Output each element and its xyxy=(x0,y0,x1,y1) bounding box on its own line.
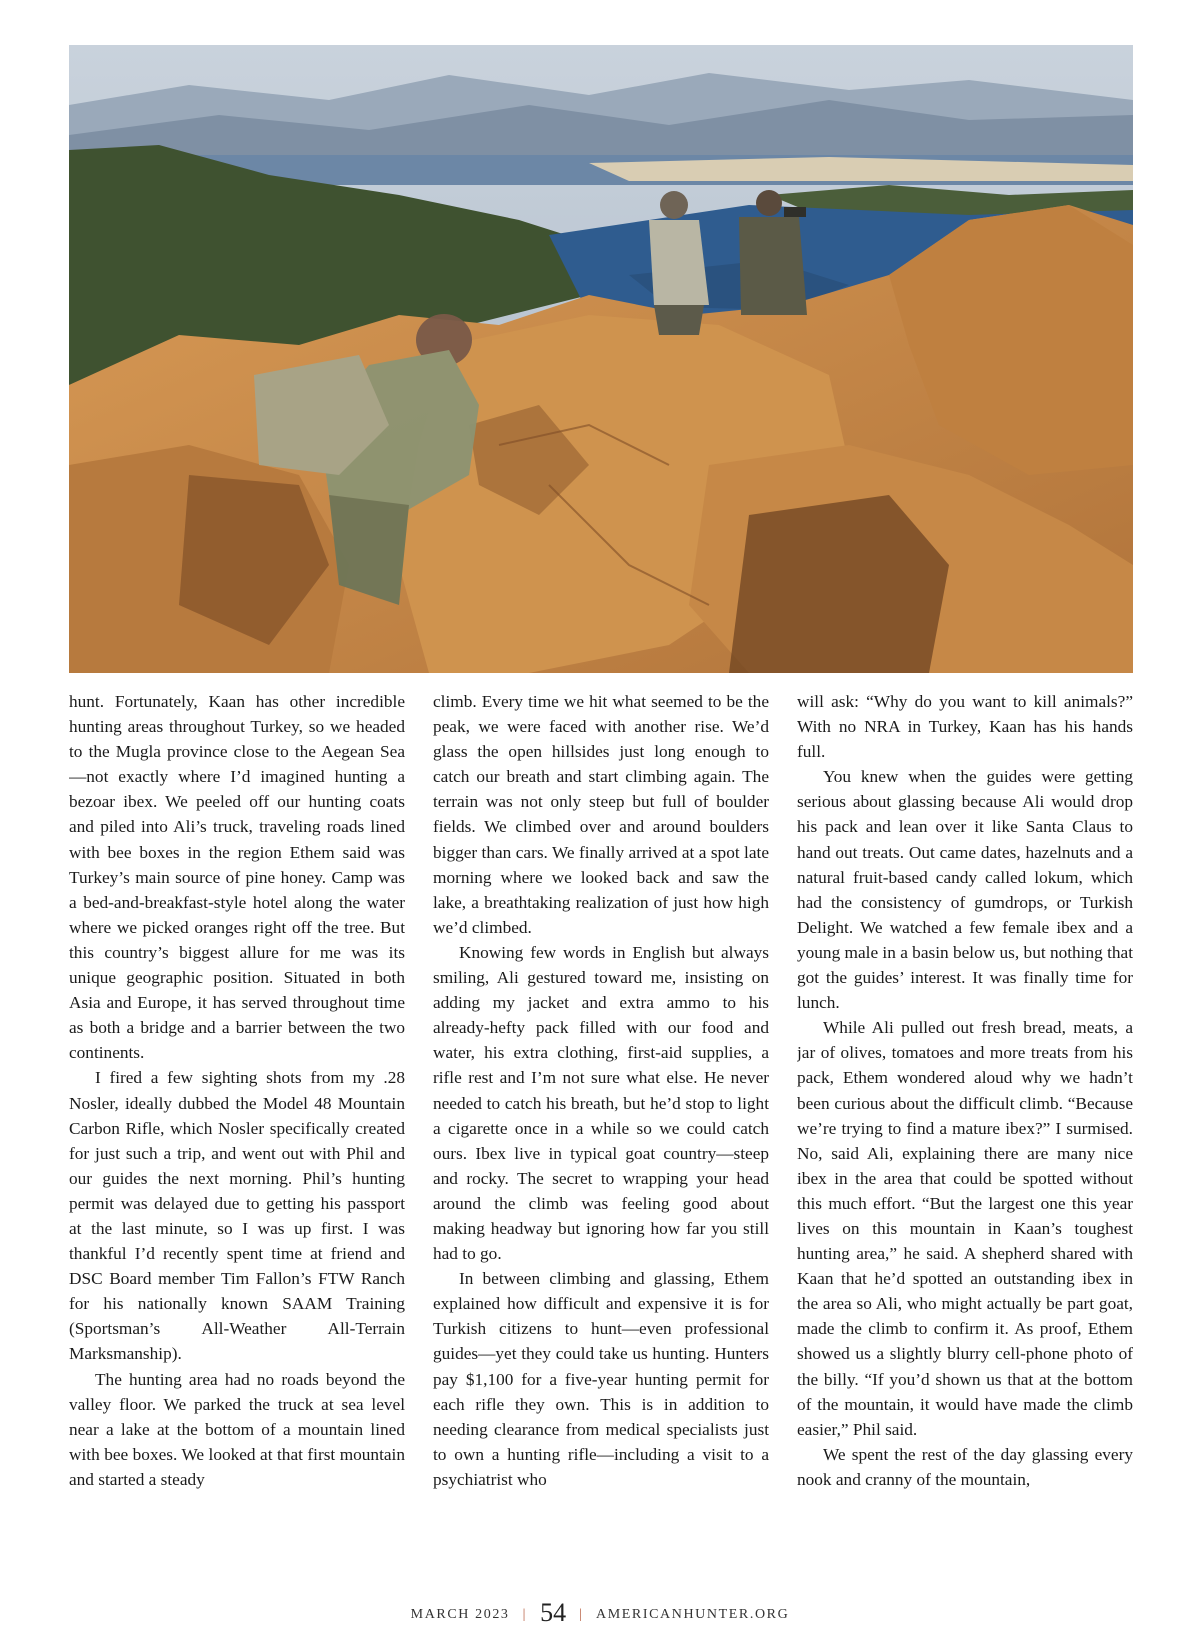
mountain-photo-icon xyxy=(69,45,1133,673)
paragraph: I fired a few sighting shots from my .28 Nosler, ideally dubbed the Model 48 Mountain Carbon Rifle, which Nosler specifically created for just such a trip, and went out with Phil and our guides the next morning. Phil’s hunting permit was delayed due to getting his passport at the last minute, so I was up first. I was thankful I’d recently spent time at friend and DSC Board member Tim Fallon’s FTW Ranch for his nationally known SAAM Training (Sportsman’s All-Weather All-Terrain Marksmanship). xyxy=(69,1068,405,1364)
paragraph: You knew when the guides were getting serious about glassing because Ali would drop his pack and lean over it like Santa Claus to hand out treats. Out came dates, hazelnuts and a natural fruit-based candy called lokum, which had the consistency of gumdrops, or Turkish Delight. We watched a few female ibex and a young male in a basin below us, but nothing that got the guides’ interest. It was finally time for lunch. xyxy=(797,767,1133,1013)
paragraph: climb. Every time we hit what seemed to be the peak, we were faced with another rise. We’d glass the open hillsides just long enough to catch our breath and start climbing again. The terrain was not only steep but full of boulder fields. We climbed over and around boulders bigger than cars. We finally arrived at a spot late morning where we looked back and saw the lake, a breathtaking realization of just how high we’d climbed. xyxy=(433,692,769,937)
paragraph: The hunting area had no roads beyond the valley floor. We parked the truck at sea level near a lake at the bottom of a mountain lined with bee boxes. We looked at that first mountain and started a steady xyxy=(69,1369,405,1489)
footer-separator: | xyxy=(522,1607,528,1622)
paragraph: While Ali pulled out fresh bread, meats, a jar of olives, tomatoes and more treats from his pack, Ethem wondered aloud why we hadn’t been curious about the difficult climb. “Because we’re trying to find a mature ibex?” I surmised. No, said Ali, explaining there are many nice ibex in the area that could be spotted without this much effort. “But the largest one this year lives on this mountain in Kaan’s toughest hunting area,” he said. A shepherd shared with Kaan that he’d spotted an outstanding ibex in the area so Ali, who might actually be part goat, made the climb to confirm it. As proof, Ethem showed us a slightly blurry cell-phone photo of the billy. “If you’d shown us that at the bottom of the mountain, it would have made the climb easier,” Phil said. xyxy=(797,1018,1133,1439)
footer-separator: | xyxy=(579,1607,584,1622)
article-column-3 xyxy=(797,689,1133,1549)
page-number: 54 xyxy=(540,1598,567,1627)
paragraph: hunt. Fortunately, Kaan has other incredible hunting areas throughout Turkey, so we headed to the Mugla province close to the Aegean Sea—not exactly where I’d imagined hunting a bezoar ibex. We peeled off our hunting coats and piled into Ali’s truck, traveling roads lined with bee boxes in the region Ethem said was Turkey’s main source of pine honey. Camp was a bed-and-breakfast-style hotel along the water where we picked oranges right off the tree. But this country’s biggest allure for me was its unique geographic position. Situated in both Asia and Europe, it has served throughout time as both a bridge and a barrier between the two continents. xyxy=(69,692,405,1063)
paragraph: In between climbing and glassing, Ethem explained how difficult and expensive it is for Turkish citizens to hunt—even professional guides—yet they could take us hunting. Hunters pay $1,100 for a five-year hunting permit for each rifle they own. This is in addition to needing clearance from medical specialists just to own a hunting rifle—including a visit to a psychiatrist who xyxy=(433,1269,769,1489)
page-footer xyxy=(0,1598,1200,1628)
paragraph: Knowing few words in English but always smiling, Ali gestured toward me, insisting on adding my jacket and extra ammo to his already-hefty pack filled with our food and water, his extra clothing, first-aid supplies, a rifle rest and I’m not sure what else. He never needed to catch his breath, but he’d stop to light a cigarette once in a while so we could catch ours. Ibex live in typical goat country—steep and rocky. The secret to wrapping your head around the climb was feeling good about making headway but ignoring how far you still had to go. xyxy=(433,942,769,1264)
website-url: AMERICANHUNTER.ORG xyxy=(596,1607,790,1622)
article-column-1 xyxy=(69,689,405,1549)
paragraph: We spent the rest of the day glassing every nook and cranny of the mountain, xyxy=(797,1444,1133,1489)
article-column-2 xyxy=(433,689,769,1549)
article-body xyxy=(0,689,1200,1549)
paragraph: will ask: “Why do you want to kill animals?” With no NRA in Turkey, Kaan has his hands full. xyxy=(797,692,1133,762)
hunters-on-summit-photo xyxy=(69,45,1133,673)
issue-date: MARCH 2023 xyxy=(410,1607,510,1622)
